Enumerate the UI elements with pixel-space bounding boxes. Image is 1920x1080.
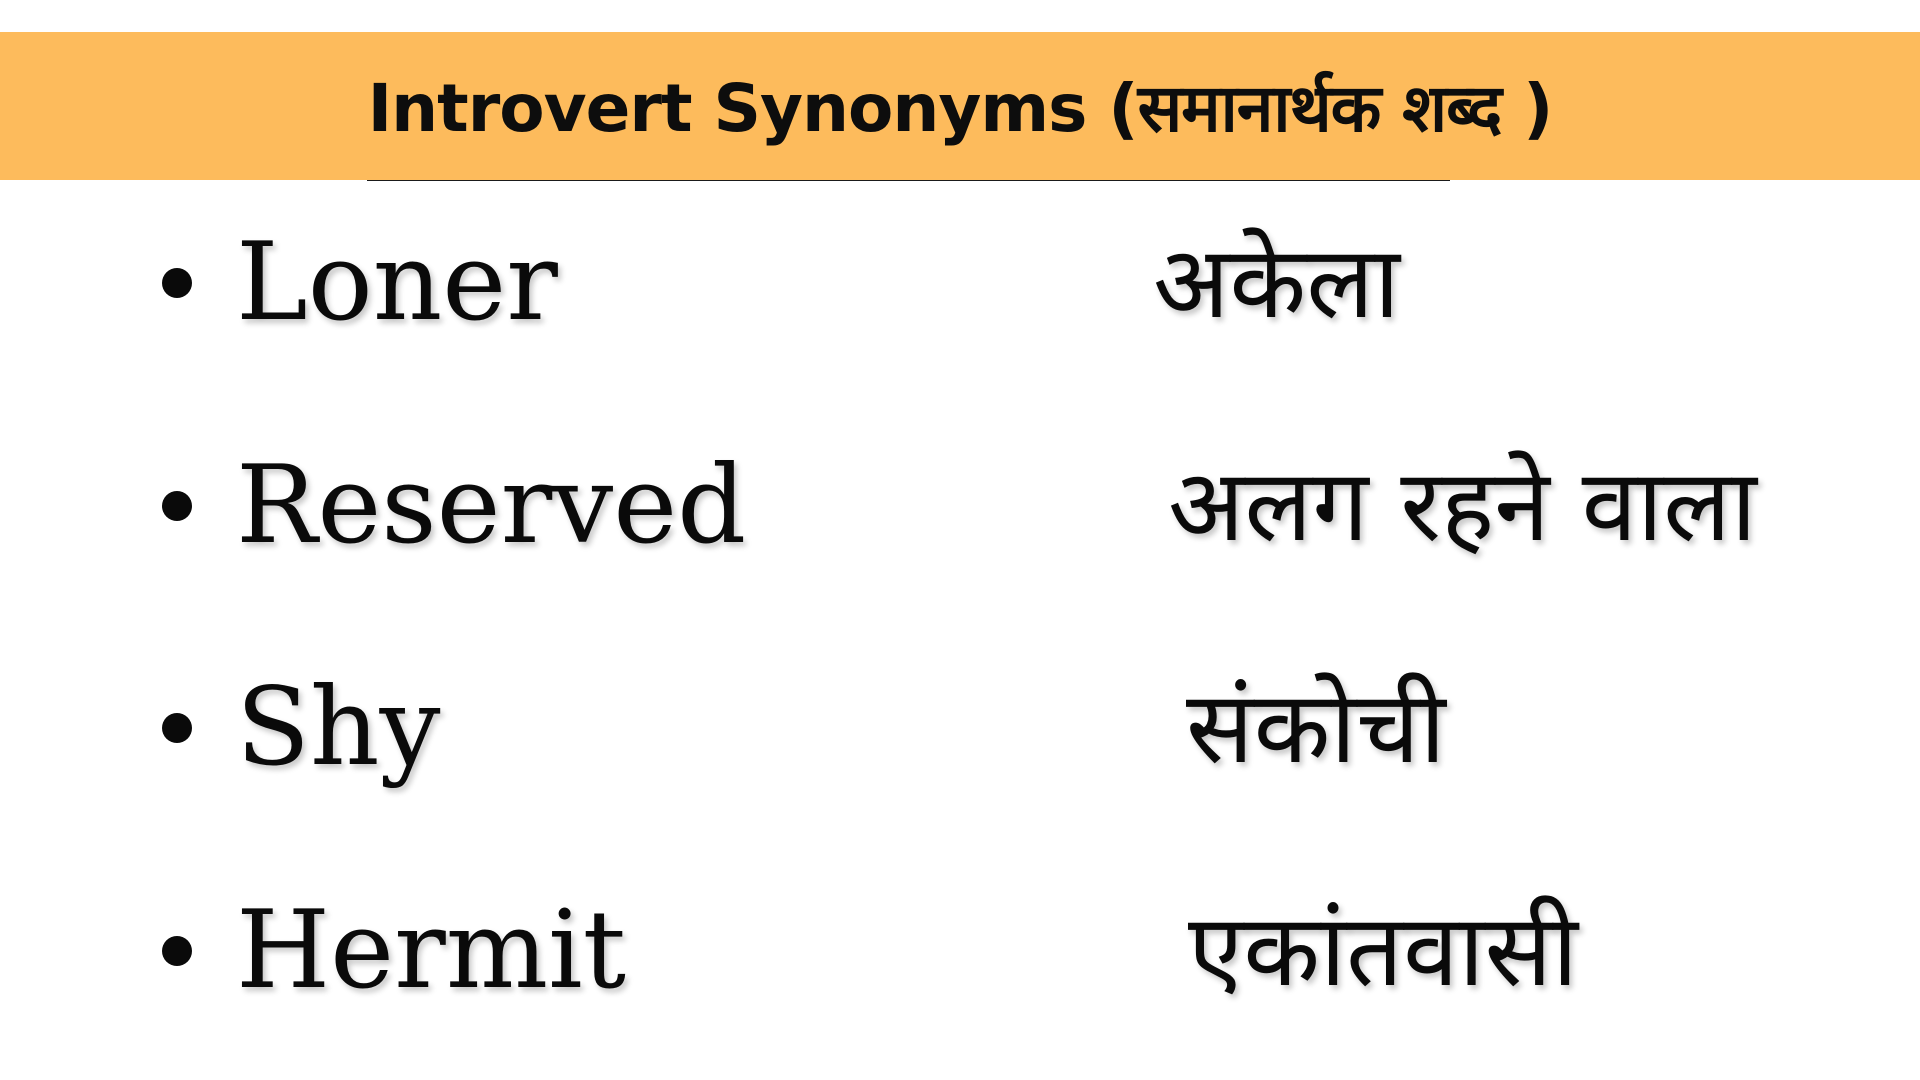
bullet-dot-icon [162,713,192,743]
english-word: Loner [236,220,558,345]
list-item [0,441,1920,571]
bullet-dot-icon [162,268,192,298]
list-item [0,218,1920,348]
list-item [0,886,1920,1016]
english-word: Hermit [236,888,627,1013]
english-word: Shy [236,665,441,790]
hindi-word: अलग रहने वाला [1168,447,1757,564]
bullet-dot-icon [162,491,192,521]
list-item [0,663,1920,793]
hindi-word: एकांतवासी [1188,892,1578,1009]
hindi-word: अकेला [1153,224,1400,341]
hindi-word: संकोची [1186,669,1446,786]
bullet-dot-icon [162,936,192,966]
english-word: Reserved [236,443,747,568]
page-title: Introvert Synonyms (समानार्थक शब्द ) [367,70,1553,147]
